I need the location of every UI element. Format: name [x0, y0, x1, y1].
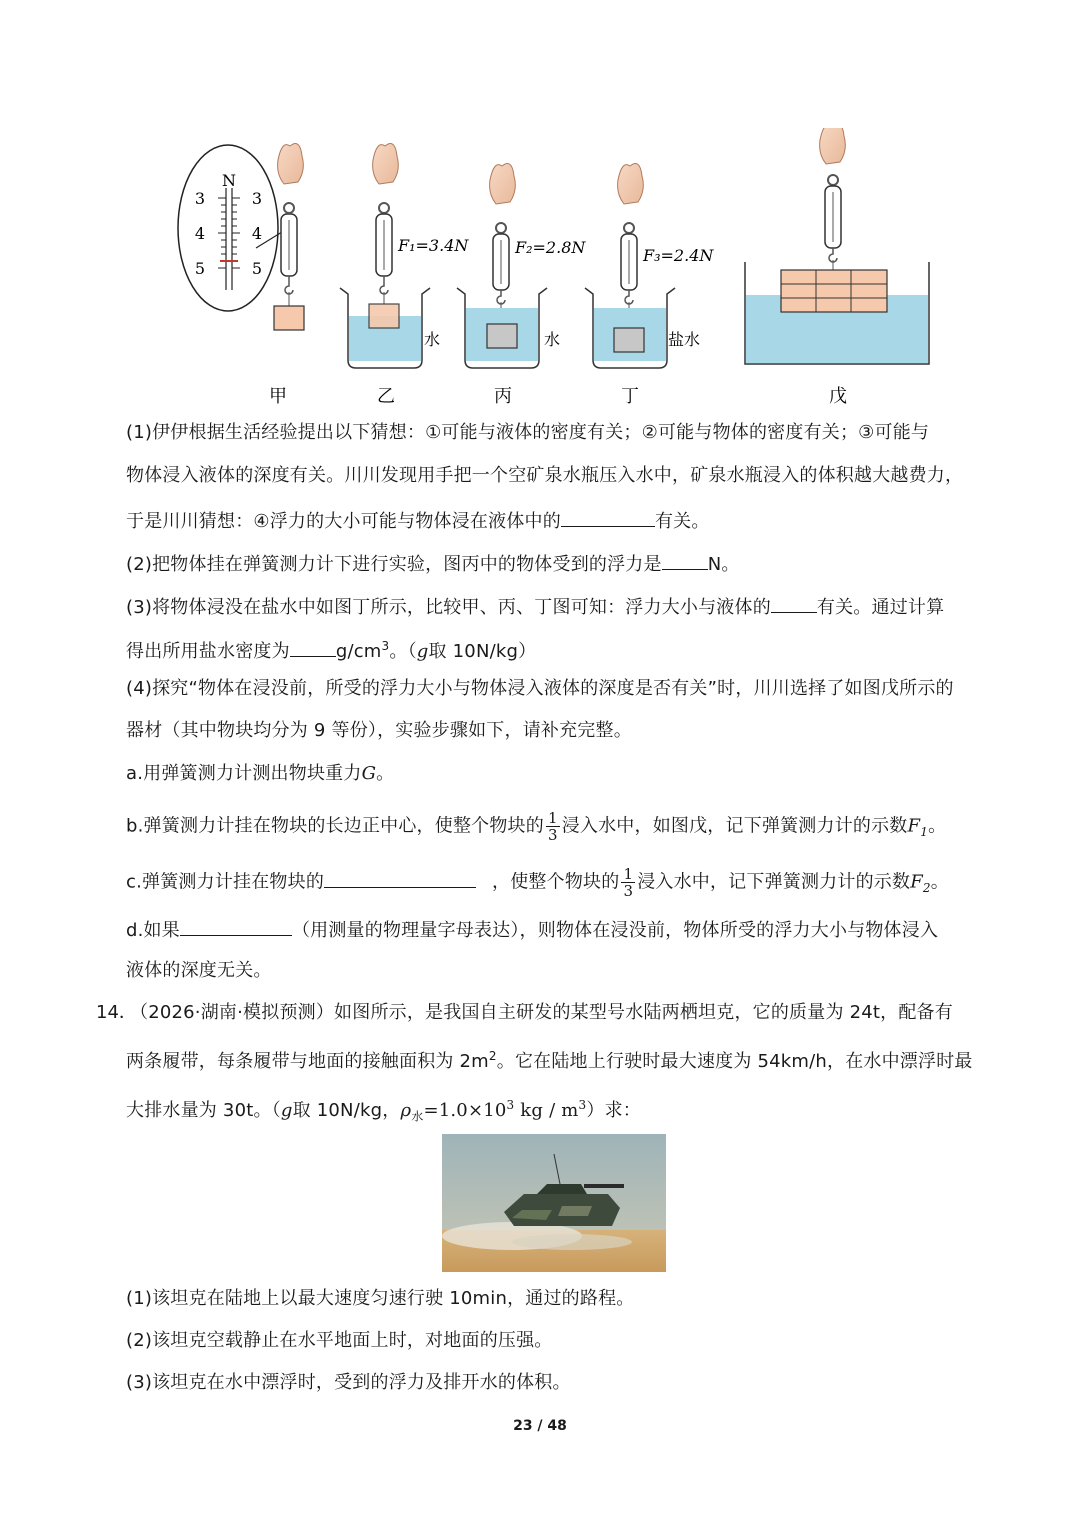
- q14-number: 14．: [96, 1002, 137, 1023]
- answer-blank: [290, 636, 336, 657]
- q14-line3: 大排水量为 30t。（g取 10N/kg，$\rho_水=1.0\times 10^3$ kg / $m^3$）求：: [126, 1098, 641, 1124]
- q13-part1-line3: 于是川川猜想：④浮力的大小可能与物体浸在液体中的 有关。: [126, 506, 710, 535]
- reading-f3: F₃=2.4N: [643, 246, 714, 265]
- spring-balance-yi: [340, 144, 469, 368]
- spring-balance-bing: [457, 164, 586, 368]
- caption-ding: 丁: [621, 386, 639, 407]
- q14-sub3: (3)该坦克在水中漂浮时，受到的浮力及排开水的体积。: [126, 1372, 571, 1393]
- liquid-label-salt-water: 盐水: [668, 330, 701, 349]
- q13-step-b: b.弹簧测力计挂在物块的长边正中心，使整个物块的 $\frac{1}{3}$ 浸入水中，如图戊，记下弹簧测力计的示数$F_1$。: [126, 809, 947, 844]
- answer-blank: [771, 592, 817, 613]
- spring-balance-wu: [745, 128, 929, 364]
- q13-step-d: d.如果 （用测量的物理量字母表达），则物体在浸没前，物体所受的浮力大小与物体浸入: [126, 915, 938, 944]
- q13-part2: (2)把物体挂在弹簧测力计下进行实验，图丙中的物体受到的浮力是 N。: [126, 549, 740, 578]
- reading-f2: F₂=2.8N: [515, 238, 586, 257]
- q14-line1: （2026·湖南·模拟预测）如图所示，是我国自主研发的某型号水陆两栖坦克，它的质量为 24t，配备有: [130, 1002, 953, 1023]
- scale-tick-right: 4: [251, 224, 263, 243]
- q13-part1-line1: (1)伊伊根据生活经验提出以下猜想：①可能与液体的密度有关；②可能与物体的密度有关；③可能与: [126, 422, 930, 443]
- answer-blank: [180, 915, 292, 936]
- scale-tick-left: 4: [194, 224, 206, 243]
- q13-part4-line1: (4)探究“物体在浸没前，所受的浮力大小与物体浸入液体的深度是否有关”时，川川选择了如图戊所示的: [126, 678, 954, 699]
- fraction-one-third: $\frac{1}{3}$: [623, 865, 634, 900]
- fraction-one-third: $\frac{1}{3}$: [547, 809, 558, 844]
- answer-blank: [324, 867, 476, 888]
- scale-tick-left: 3: [194, 189, 206, 208]
- q13-part1-line2: 物体浸入液体的深度有关。川川发现用手把一个空矿泉水瓶压入水中，矿泉水瓶浸入的体积越大越费力，: [126, 465, 964, 486]
- q14-sub1: (1)该坦克在陆地上以最大速度匀速行驶 10min，通过的路程。: [126, 1288, 635, 1309]
- q14-line2: 两条履带，每条履带与地面的接触面积为 $2m^2$。它在陆地上行驶时最大速度为 54km/h，在水中漂浮时最: [126, 1049, 973, 1072]
- liquid-label-water-2: 水: [544, 330, 561, 349]
- scale-tick-right: 5: [251, 259, 263, 278]
- answer-blank: [561, 506, 655, 527]
- q13-part3-line1: (3)将物体浸没在盐水中如图丁所示，比较甲、丙、丁图可知：浮力大小与液体的 有关。通过计算: [126, 592, 944, 621]
- caption-jia: 甲: [269, 386, 287, 407]
- q13-step-a: a.用弹簧测力计测出物块重力G。: [126, 763, 395, 784]
- q13-step-c: c.弹簧测力计挂在物块的 ，使整个物块的 $\frac{1}{3}$ 浸入水中，记下弹簧测力计的示数$F_2$。: [126, 865, 949, 900]
- amphibious-tank-photo: [442, 1134, 666, 1272]
- spring-balance-ding: [585, 164, 714, 368]
- scale-tick-left: 5: [194, 259, 206, 278]
- answer-blank: [662, 549, 708, 570]
- caption-bing: 丙: [494, 386, 512, 407]
- scale-unit: N: [222, 171, 236, 190]
- scale-tick-right: 3: [251, 189, 263, 208]
- magnified-scale: [178, 145, 282, 311]
- q13-part4-line2: 器材（其中物块均分为 9 等份），实验步骤如下，请补充完整。: [126, 720, 632, 741]
- q14-sub2: (2)该坦克空载静止在水平地面上时，对地面的压强。: [126, 1330, 553, 1351]
- q13-step-d-line2: 液体的深度无关。: [126, 960, 272, 981]
- caption-wu: 戊: [829, 386, 847, 407]
- buoyancy-experiment-figure: [160, 128, 950, 418]
- caption-yi: 乙: [377, 386, 395, 407]
- reading-f1: F₁=3.4N: [398, 236, 469, 255]
- page-number: 23 / 48: [513, 1418, 567, 1434]
- liquid-label-water-1: 水: [424, 330, 441, 349]
- q13-part3-line2: 得出所用盐水密度为 $g/cm^3$。（g取 10N/kg）: [126, 633, 536, 665]
